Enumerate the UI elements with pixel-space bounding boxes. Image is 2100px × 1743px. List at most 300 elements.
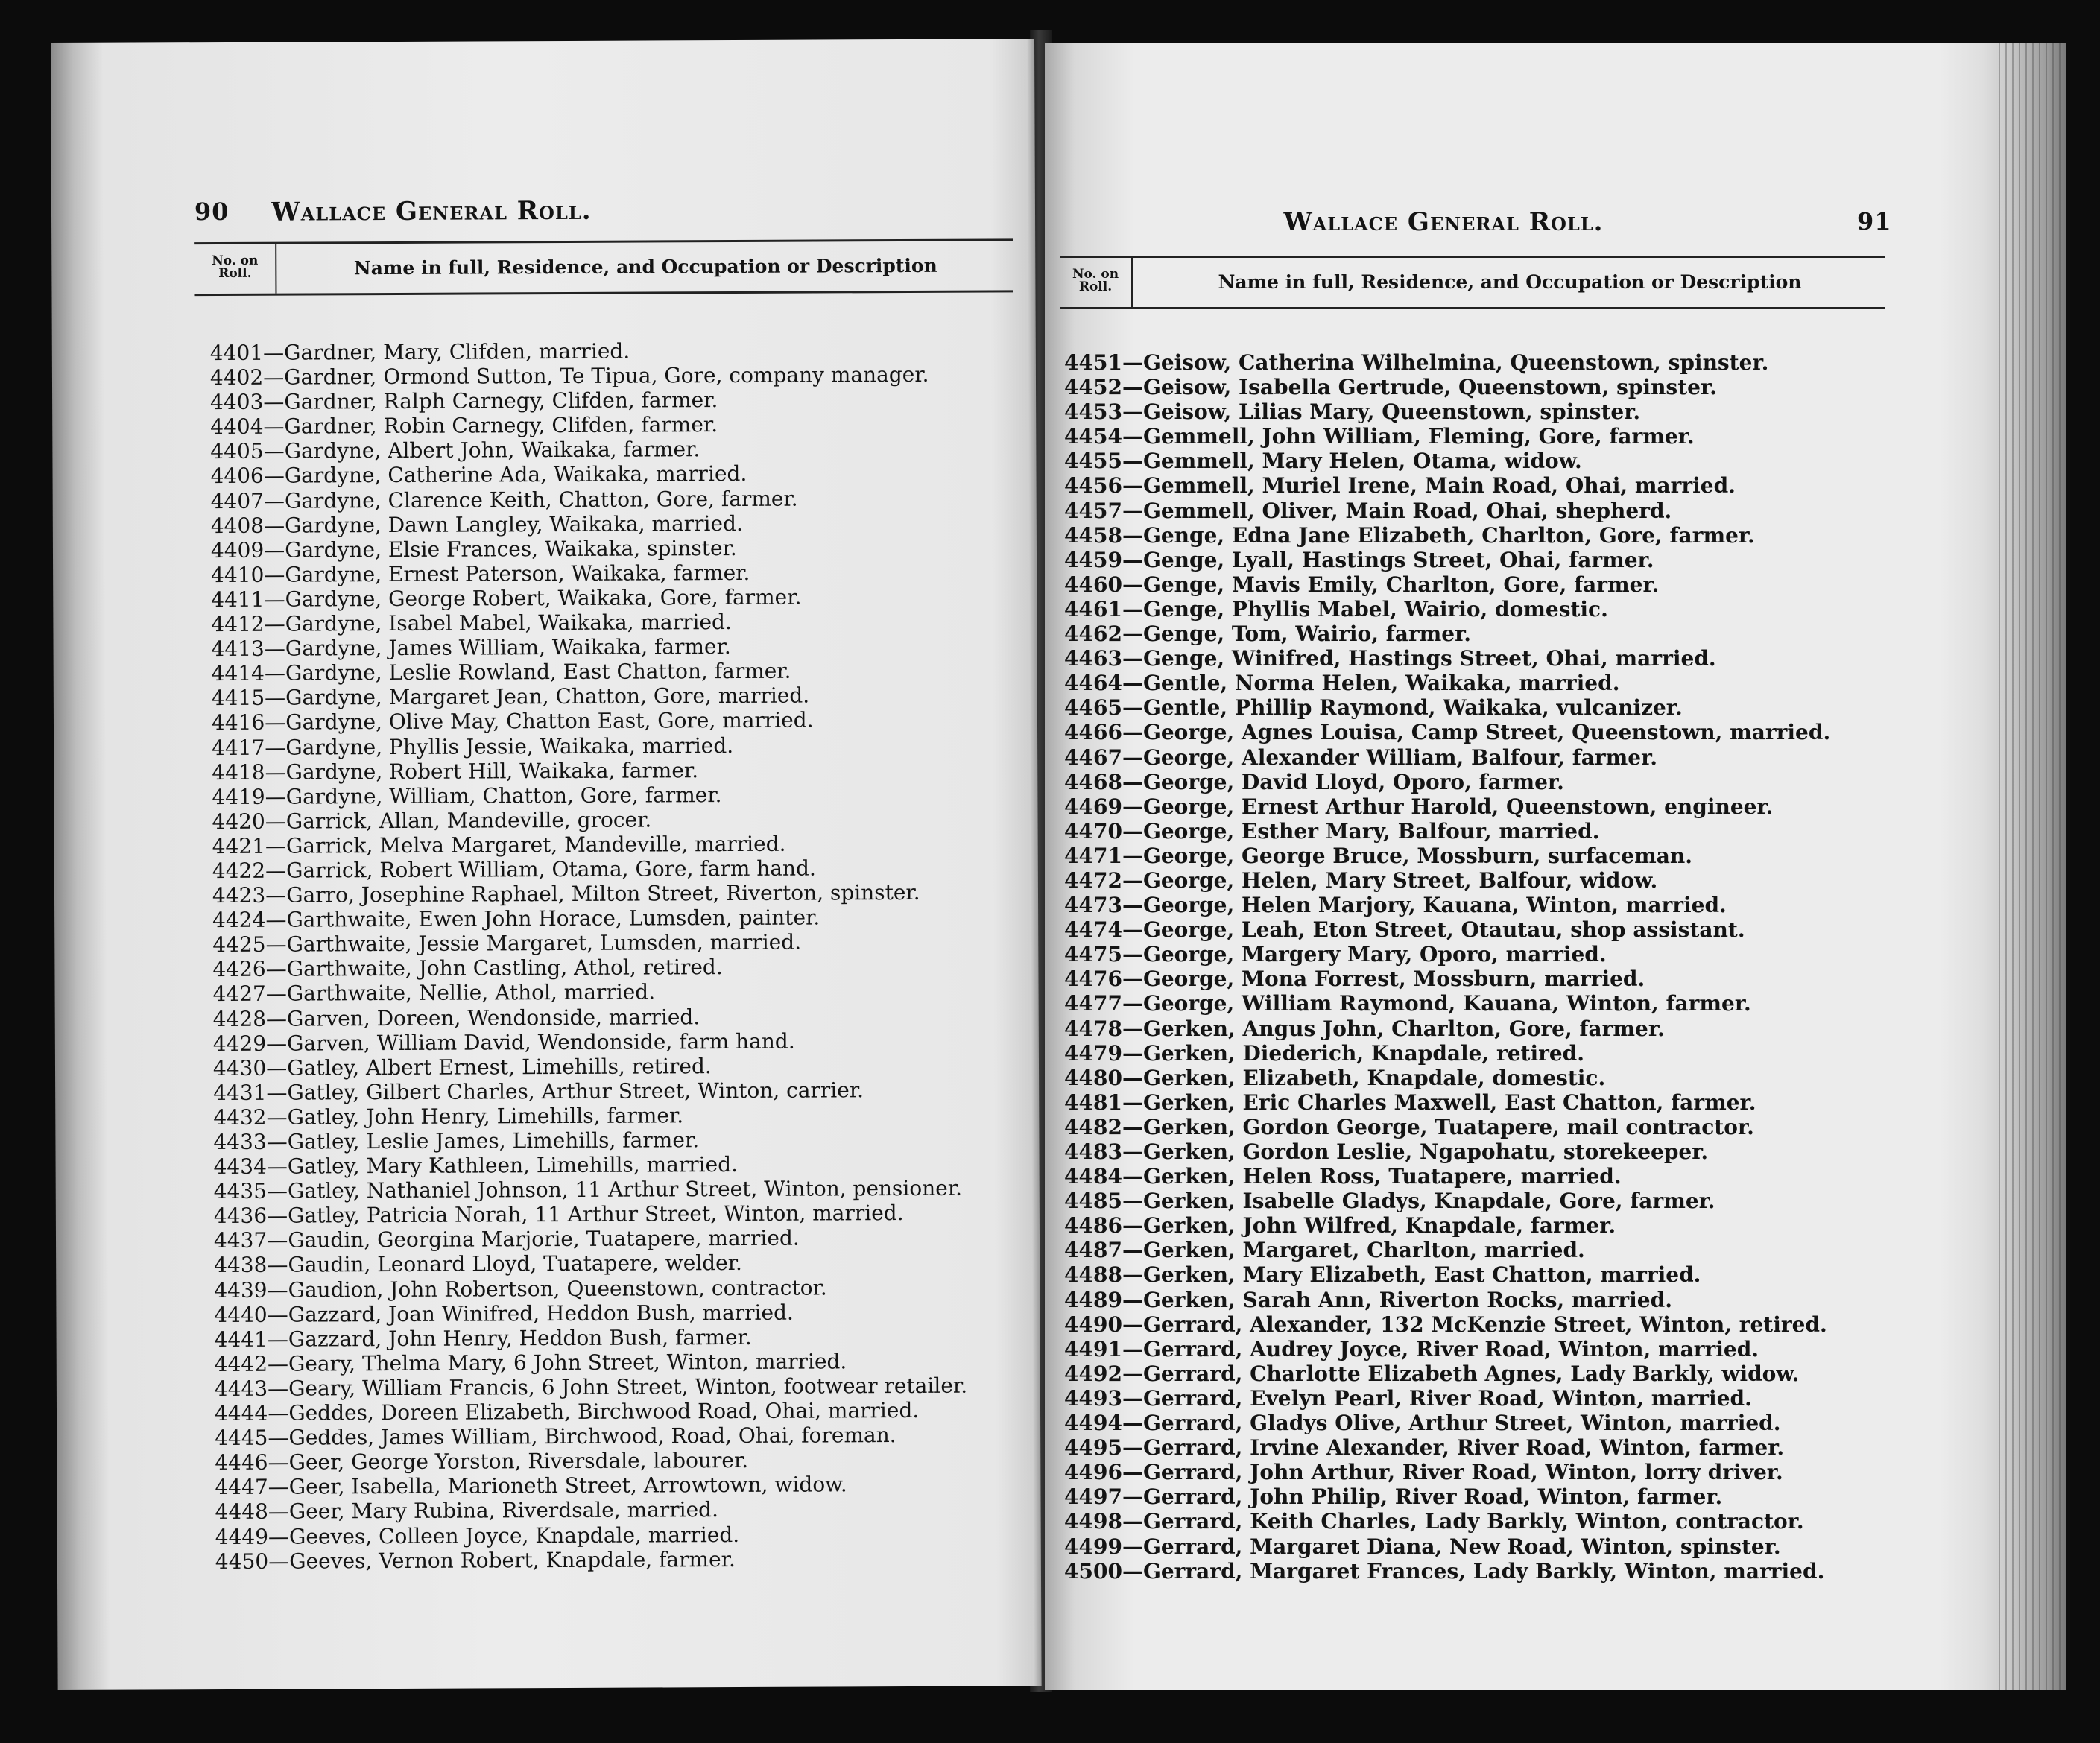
entry-dash: —: [1122, 572, 1143, 597]
right-col-no-line1: No. on: [1072, 267, 1119, 282]
left-page-number: 90: [194, 197, 230, 227]
entry-dash: —: [268, 1524, 290, 1549]
roll-entry-text: Gatley, Gilbert Charles, Arthur Street, Winton, carrier.: [287, 1078, 864, 1105]
roll-entry: [212, 978, 965, 1007]
roll-number: 4435: [213, 1178, 268, 1204]
roll-entry-text: Gazzard, John Henry, Heddon Bush, farmer.: [288, 1324, 752, 1352]
roll-entry-text: Garthwaite, Nellie, Athol, married.: [286, 979, 656, 1007]
roll-number: 4402: [209, 364, 264, 390]
roll-entry: [1064, 1386, 1830, 1411]
roll-entry: [1064, 1139, 1830, 1164]
roll-number: 4430: [212, 1055, 267, 1081]
roll-number: 4418: [212, 759, 265, 785]
roll-entry-text: Gatley, Patricia Norah, 11 Arthur Street, Winton, married.: [288, 1201, 904, 1228]
roll-entry: [1064, 1041, 1830, 1066]
roll-entry-text: Garrick, Allan, Mandeville, grocer.: [285, 807, 652, 834]
roll-entry-text: Genge, Edna Jane Elizabeth, Charlton, Gore, farmer.: [1142, 522, 1755, 548]
roll-number: 4451: [1064, 350, 1122, 375]
roll-entry-text: Garthwaite, Ewen John Horace, Lumsden, painter.: [286, 905, 820, 932]
entry-dash: —: [267, 1228, 288, 1253]
roll-entry: [1064, 991, 1830, 1016]
roll-number: 4480: [1064, 1065, 1122, 1090]
roll-number: 4431: [213, 1080, 267, 1105]
roll-number: 4468: [1064, 769, 1122, 794]
roll-number: 4401: [209, 340, 264, 366]
entry-dash: —: [1122, 473, 1143, 499]
roll-entry-text: Gerken, Diederich, Knapdale, retired.: [1142, 1040, 1585, 1066]
left-page: [51, 39, 1042, 1690]
roll-entry: [1064, 695, 1830, 720]
roll-number: 4423: [212, 882, 266, 908]
roll-entry: [1064, 1312, 1830, 1337]
roll-entry: [1064, 1288, 1830, 1312]
roll-entry: [211, 633, 964, 662]
roll-entry-text: Genge, Winifred, Hastings Street, Ohai, married.: [1142, 646, 1716, 671]
entry-dash: —: [1122, 399, 1143, 425]
entry-dash: —: [1122, 1213, 1143, 1239]
entry-dash: —: [266, 1080, 288, 1105]
roll-number: 4444: [214, 1400, 268, 1426]
roll-number: 4491: [1064, 1336, 1122, 1361]
roll-entry-text: Geddes, Doreen Elizabeth, Birchwood Road, Ohai, married.: [288, 1397, 920, 1426]
roll-entry-text: Gardyne, Isabel Mabel, Waikaka, married.: [285, 610, 732, 636]
roll-number: 4499: [1064, 1534, 1122, 1559]
roll-entry-text: Gatley, Albert Ernest, Limehills, retired.: [287, 1053, 712, 1081]
entry-dash: —: [264, 611, 285, 636]
roll-entry: [1064, 1189, 1830, 1213]
roll-entry-text: Gatley, John Henry, Limehills, farmer.: [287, 1103, 684, 1130]
roll-entry: [215, 1521, 968, 1549]
entry-dash: —: [1122, 1164, 1143, 1189]
roll-entry: [214, 1151, 967, 1180]
entry-dash: —: [264, 660, 286, 686]
roll-entry-text: Geisow, Isabella Gertrude, Queenstown, spinster.: [1142, 375, 1717, 400]
entry-dash: —: [1122, 1262, 1143, 1288]
roll-number: 4441: [214, 1326, 268, 1352]
roll-entry-text: Geddes, James William, Birchwood, Road, Ohai, foreman.: [288, 1423, 896, 1450]
roll-entry-text: Garrick, Robert William, Otama, Gore, farm hand.: [286, 855, 816, 883]
entry-dash: —: [1122, 991, 1143, 1016]
roll-number: 4494: [1064, 1411, 1122, 1436]
roll-entry: [1064, 844, 1830, 868]
roll-entry-text: George, Leah, Eton Street, Otautau, shop assistant.: [1142, 917, 1745, 943]
roll-entry-text: Gardner, Mary, Clifden, married.: [284, 338, 630, 365]
roll-number: 4432: [213, 1104, 267, 1130]
roll-number: 4416: [211, 710, 265, 736]
roll-number: 4460: [1064, 572, 1122, 597]
roll-entry: [212, 880, 965, 908]
roll-number: 4469: [1064, 794, 1122, 819]
roll-entry: [1064, 967, 1830, 991]
entry-dash: —: [266, 1104, 288, 1130]
roll-entry: [212, 905, 965, 933]
roll-entry: [210, 436, 963, 464]
roll-number: 4490: [1064, 1312, 1122, 1337]
roll-entry: [1064, 375, 1830, 399]
roll-entry: [1064, 473, 1830, 498]
roll-entry: [1064, 597, 1830, 621]
roll-entry-text: Genge, Mavis Emily, Charlton, Gore, farmer.: [1142, 572, 1660, 597]
roll-entry-text: Gatley, Nathaniel Johnson, 11 Arthur Street, Winton, pensioner.: [287, 1175, 963, 1203]
entry-dash: —: [1122, 671, 1143, 696]
entry-dash: —: [265, 759, 286, 785]
entry-dash: —: [1122, 646, 1143, 671]
roll-number: 4466: [1064, 720, 1122, 745]
roll-entry: [1064, 621, 1830, 646]
entry-dash: —: [263, 340, 285, 365]
roll-entry: [211, 609, 964, 637]
roll-entry: [215, 1447, 967, 1475]
entry-dash: —: [267, 1203, 288, 1229]
entry-dash: —: [264, 537, 285, 563]
roll-number: 4452: [1064, 375, 1122, 400]
entry-dash: —: [1122, 424, 1143, 449]
roll-entry: [1064, 350, 1830, 375]
entry-dash: —: [268, 1425, 289, 1450]
roll-number: 4457: [1064, 498, 1122, 523]
entry-dash: —: [1122, 596, 1143, 621]
entry-dash: —: [1122, 1040, 1143, 1066]
roll-number: 4403: [210, 389, 264, 415]
roll-number: 4487: [1064, 1238, 1122, 1263]
roll-entry-text: Gazzard, Joan Winifred, Heddon Bush, married.: [288, 1300, 794, 1327]
roll-entry: [215, 1348, 967, 1376]
roll-number: 4479: [1064, 1040, 1122, 1066]
roll-entry-text: Gaudion, John Robertson, Queenstown, contractor.: [288, 1275, 827, 1303]
roll-entry: [213, 1028, 966, 1056]
roll-entry-text: Gaudin, Leonard Lloyd, Tuatapere, welder.: [288, 1250, 743, 1278]
roll-entry: [215, 1546, 968, 1574]
right-col-no-label: [1060, 258, 1133, 307]
roll-entry-text: Gerken, Elizabeth, Knapdale, domestic.: [1142, 1065, 1606, 1090]
entry-dash: —: [1122, 1509, 1143, 1534]
roll-number: 4464: [1064, 671, 1122, 696]
roll-entry-text: Geisow, Catherina Wilhelmina, Queenstown, spinster.: [1142, 350, 1769, 375]
roll-entry-text: Gardner, Robin Carnegy, Clifden, farmer.: [284, 412, 718, 439]
entry-dash: —: [1122, 1534, 1143, 1559]
roll-entry: [1064, 917, 1830, 942]
left-col-no-line1: No. on: [212, 253, 259, 269]
roll-entry: [215, 1373, 967, 1402]
entry-dash: —: [1122, 1238, 1143, 1263]
roll-entry: [215, 1472, 967, 1500]
entry-dash: —: [1122, 1435, 1143, 1461]
roll-entry: [210, 387, 963, 415]
entry-dash: —: [265, 956, 287, 982]
roll-entry: [1064, 424, 1830, 449]
roll-entry-text: George, Agnes Louisa, Camp Street, Queenstown, married.: [1142, 720, 1831, 745]
roll-entry-text: Garthwaite, John Castling, Athol, retired.: [286, 955, 723, 981]
roll-entry: [212, 929, 965, 958]
roll-entry-text: Gardyne, Elsie Frances, Waikaka, spinster.: [285, 535, 737, 563]
right-entries-list: [1064, 350, 1830, 1584]
roll-number: 4454: [1064, 424, 1122, 449]
roll-number: 4404: [210, 414, 264, 440]
roll-entry-text: Garthwaite, Jessie Margaret, Lumsden, married.: [286, 929, 802, 957]
roll-entry: [1064, 1534, 1830, 1559]
roll-entry-text: Gerken, Angus John, Charlton, Gore, farmer.: [1142, 1016, 1665, 1041]
entry-dash: —: [263, 464, 285, 489]
roll-number: 4465: [1064, 695, 1122, 721]
roll-entry-text: Geisow, Lilias Mary, Queenstown, spinster.: [1142, 399, 1641, 425]
entry-dash: —: [1122, 1016, 1143, 1041]
entry-dash: —: [265, 809, 286, 834]
roll-entry: [1064, 1066, 1830, 1090]
entry-dash: —: [265, 907, 287, 932]
left-col-no-line2: Roll.: [218, 265, 252, 282]
roll-entry-text: Genge, Phyllis Mabel, Wairio, domestic.: [1142, 596, 1608, 621]
entry-dash: —: [1122, 522, 1143, 548]
roll-entry: [1064, 646, 1830, 671]
entry-dash: —: [1122, 744, 1143, 770]
left-column-header: [194, 238, 1013, 296]
roll-entry: [213, 1127, 966, 1155]
entry-dash: —: [1122, 1189, 1143, 1214]
roll-number: 4410: [211, 562, 265, 587]
entry-dash: —: [1122, 1411, 1143, 1436]
roll-entry: [214, 1274, 967, 1303]
roll-number: 4489: [1064, 1287, 1122, 1312]
roll-number: 4478: [1064, 1016, 1122, 1041]
roll-entry-text: Gardyne, George Robert, Waikaka, Gore, farmer.: [285, 584, 802, 612]
entry-dash: —: [1122, 695, 1143, 721]
entry-dash: —: [266, 1129, 288, 1154]
roll-entry-text: Gatley, Mary Kathleen, Limehills, married.: [287, 1152, 739, 1179]
roll-entry-text: Gerken, Helen Ross, Tuatapere, married.: [1142, 1164, 1622, 1189]
roll-entry-text: Genge, Tom, Wairio, farmer.: [1142, 621, 1471, 647]
roll-entry: [214, 1299, 967, 1327]
roll-number: 4456: [1064, 473, 1122, 499]
roll-entry: [212, 806, 964, 834]
roll-number: 4407: [210, 488, 265, 513]
entry-dash: —: [1122, 1065, 1143, 1090]
roll-number: 4459: [1064, 547, 1122, 572]
roll-entry-text: George, Esther Mary, Balfour, married.: [1142, 818, 1600, 844]
roll-entry: [1064, 745, 1830, 770]
roll-entry: [212, 756, 964, 785]
roll-entry: [215, 1423, 967, 1451]
roll-entry: [212, 732, 964, 760]
roll-entry-text: Gatley, Leslie James, Limehills, farmer.: [287, 1127, 700, 1154]
entry-dash: —: [1122, 1114, 1143, 1139]
entry-dash: —: [1122, 621, 1143, 647]
roll-entry: [1064, 1238, 1830, 1262]
roll-entry: [214, 1250, 967, 1278]
roll-entry-text: George, Alexander William, Balfour, farmer.: [1142, 744, 1658, 770]
entry-dash: —: [1122, 547, 1143, 572]
roll-entry-text: George, Mona Forrest, Mossburn, married.: [1142, 967, 1645, 992]
left-running-head: [51, 151, 1035, 227]
roll-entry-text: Gerken, Gordon Leslie, Ngapohatu, storekeeper.: [1142, 1139, 1709, 1164]
roll-entry: [1064, 1559, 1830, 1584]
roll-entry: [1064, 1460, 1830, 1484]
entry-dash: —: [268, 1376, 289, 1401]
roll-entry-text: Gardyne, Clarence Keith, Chatton, Gore, farmer.: [284, 486, 798, 513]
roll-entry: [211, 485, 964, 513]
entry-dash: —: [268, 1449, 289, 1475]
roll-number: 4427: [212, 981, 266, 1007]
roll-entry-text: George, Margery Mary, Oporo, married.: [1142, 942, 1607, 967]
roll-entry: [213, 1052, 966, 1081]
roll-entry: [214, 1176, 967, 1204]
roll-entry: [210, 362, 963, 390]
roll-number: 4445: [215, 1425, 268, 1451]
roll-entry-text: George, Helen Marjory, Kauana, Winton, married.: [1142, 893, 1727, 918]
entry-dash: —: [263, 364, 285, 390]
roll-entry-text: Garven, William David, Wendonside, farm hand.: [287, 1028, 795, 1056]
roll-number: 4405: [210, 439, 264, 464]
roll-entry-text: Gerrard, Gladys Olive, Arthur Street, Winton, married.: [1142, 1411, 1781, 1436]
roll-entry-text: Geary, Thelma Mary, 6 John Street, Winton, married.: [288, 1349, 847, 1376]
entry-dash: —: [1122, 449, 1143, 474]
roll-entry-text: Gerken, Isabelle Gladys, Knapdale, Gore, farmer.: [1142, 1189, 1715, 1214]
roll-entry: [1064, 893, 1830, 917]
roll-number: 4472: [1064, 867, 1122, 893]
entry-dash: —: [265, 981, 287, 1007]
roll-entry: [1064, 1213, 1830, 1238]
left-col-name-label: Name in full, Residence, and Occupation or Description: [353, 254, 937, 279]
entry-dash: —: [1122, 1336, 1143, 1361]
roll-entry-text: Geer, George Yorston, Riversdale, labourer.: [288, 1448, 749, 1475]
roll-entry-text: Genge, Lyall, Hastings Street, Ohai, farmer.: [1142, 547, 1654, 572]
roll-number: 4447: [215, 1475, 268, 1500]
entry-dash: —: [1122, 769, 1143, 794]
entry-dash: —: [268, 1549, 290, 1574]
roll-number: 4486: [1064, 1213, 1122, 1239]
roll-entry-text: Gemmell, Oliver, Main Road, Ohai, shepherd.: [1142, 498, 1672, 523]
roll-number: 4467: [1064, 744, 1122, 770]
roll-entry-text: Gardyne, Olive May, Chatton East, Gore, married.: [285, 707, 814, 736]
roll-entry: [1064, 671, 1830, 695]
roll-number: 4414: [211, 660, 265, 686]
roll-entry: [1064, 1411, 1830, 1435]
roll-entry: [1064, 1164, 1830, 1189]
roll-entry: [1064, 1262, 1830, 1287]
roll-number: 4496: [1064, 1460, 1122, 1485]
roll-entry-text: Gemmell, Mary Helen, Otama, widow.: [1142, 449, 1582, 474]
roll-entry: [212, 954, 965, 982]
roll-number: 4421: [212, 833, 266, 858]
left-entries-list: [210, 338, 968, 1574]
entry-dash: —: [264, 562, 285, 587]
roll-number: 4411: [211, 586, 265, 613]
roll-entry-text: Gardyne, William, Chatton, Gore, farmer.: [285, 782, 722, 809]
roll-entry-text: Gerrard, Evelyn Pearl, River Road, Winton, married.: [1142, 1385, 1752, 1411]
roll-number: 4433: [213, 1129, 267, 1155]
entry-dash: —: [1122, 843, 1143, 868]
entry-dash: —: [268, 1474, 289, 1500]
roll-number: 4458: [1064, 522, 1122, 548]
entry-dash: —: [265, 735, 286, 760]
roll-number: 4488: [1064, 1262, 1122, 1288]
roll-entry-text: Gerrard, Charlotte Elizabeth Agnes, Lady Barkly, widow.: [1142, 1361, 1800, 1386]
roll-entry-text: Gerken, John Wilfred, Knapdale, farmer.: [1142, 1213, 1616, 1239]
roll-number: 4425: [212, 932, 266, 958]
roll-entry: [211, 534, 964, 563]
roll-entry-text: Geeves, Colleen Joyce, Knapdale, married.: [288, 1522, 740, 1549]
roll-number: 4497: [1064, 1484, 1122, 1510]
roll-entry: [210, 411, 963, 440]
roll-entry: [210, 338, 963, 366]
roll-number: 4473: [1064, 893, 1122, 918]
roll-number: 4474: [1064, 917, 1122, 943]
roll-entry-text: Garven, Doreen, Wendonside, married.: [286, 1004, 700, 1031]
roll-entry: [211, 584, 964, 613]
roll-entry-text: Gerrard, Alexander, 132 McKenzie Street, Winton, retired.: [1142, 1312, 1827, 1337]
roll-entry-text: Gardyne, Leslie Rowland, East Chatton, farmer.: [285, 658, 791, 686]
roll-entry: [1064, 1361, 1830, 1386]
roll-entry-text: Gaudin, Georgina Marjorie, Tuatapere, married.: [288, 1226, 800, 1253]
roll-entry-text: Gerrard, John Arthur, River Road, Winton, lorry driver.: [1142, 1460, 1783, 1485]
entry-dash: —: [268, 1400, 289, 1426]
entry-dash: —: [263, 439, 285, 464]
entry-dash: —: [267, 1326, 288, 1352]
roll-entry: [1064, 1090, 1830, 1115]
roll-entry: [1064, 1337, 1830, 1361]
roll-entry-text: Gerrard, Margaret Diana, New Road, Winton, spinster.: [1142, 1534, 1781, 1559]
roll-entry: [211, 560, 964, 588]
roll-entry-text: Gardyne, Dawn Langley, Waikaka, married.: [285, 510, 743, 538]
left-page-title: Wallace General Roll.: [271, 195, 592, 227]
entry-dash: —: [1122, 794, 1143, 819]
roll-number: 4450: [215, 1549, 269, 1574]
right-column-header: [1060, 256, 1885, 309]
roll-entry: [1064, 1016, 1830, 1041]
roll-number: 4422: [212, 858, 266, 884]
entry-dash: —: [265, 833, 287, 858]
roll-entry-text: Gardyne, Albert John, Waikaka, farmer.: [284, 437, 700, 464]
roll-entry-text: Gardyne, James William, Waikaka, farmer.: [285, 634, 731, 661]
roll-entry-text: Gardyne, Margaret Jean, Chatton, Gore, married.: [285, 683, 810, 710]
roll-entry: [215, 1496, 968, 1525]
roll-number: 4442: [214, 1351, 268, 1376]
roll-entry-text: Gerrard, Audrey Joyce, River Road, Winton, married.: [1142, 1336, 1759, 1361]
roll-number: 4482: [1064, 1114, 1122, 1139]
roll-number: 4429: [212, 1031, 267, 1056]
roll-entry-text: Gentle, Norma Helen, Waikaka, married.: [1142, 671, 1620, 696]
entry-dash: —: [1122, 720, 1143, 745]
entry-dash: —: [1122, 1361, 1143, 1386]
roll-number: 4455: [1064, 449, 1122, 474]
roll-entry: [212, 831, 965, 859]
entry-dash: —: [264, 513, 285, 538]
roll-number: 4485: [1064, 1189, 1122, 1214]
entry-dash: —: [264, 586, 285, 612]
entry-dash: —: [266, 1055, 288, 1081]
entry-dash: —: [267, 1253, 288, 1278]
roll-number: 4500: [1064, 1558, 1122, 1584]
roll-entry-text: Gemmell, Muriel Irene, Main Road, Ohai, married.: [1142, 473, 1736, 499]
entry-dash: —: [1122, 1460, 1143, 1485]
roll-number: 4428: [212, 1006, 267, 1031]
roll-number: 4477: [1064, 991, 1122, 1016]
roll-entry: [215, 1398, 967, 1426]
roll-number: 4412: [211, 611, 265, 637]
entry-dash: —: [265, 882, 287, 908]
roll-number: 4439: [214, 1277, 268, 1303]
entry-dash: —: [1122, 350, 1143, 375]
roll-entry: [1064, 942, 1830, 967]
roll-entry-text: Gerrard, Keith Charles, Lady Barkly, Winton, contractor.: [1142, 1509, 1804, 1534]
entry-dash: —: [263, 414, 285, 440]
roll-number: 4443: [214, 1376, 268, 1401]
right-page: [1045, 43, 2066, 1690]
entry-dash: —: [264, 636, 285, 661]
roll-entry: [1064, 399, 1830, 424]
roll-number: 4495: [1064, 1435, 1122, 1461]
roll-entry-text: George, Helen, Mary Street, Balfour, widow.: [1142, 867, 1658, 893]
roll-entry-text: Geary, William Francis, 6 John Street, Winton, footwear retailer.: [288, 1373, 968, 1401]
